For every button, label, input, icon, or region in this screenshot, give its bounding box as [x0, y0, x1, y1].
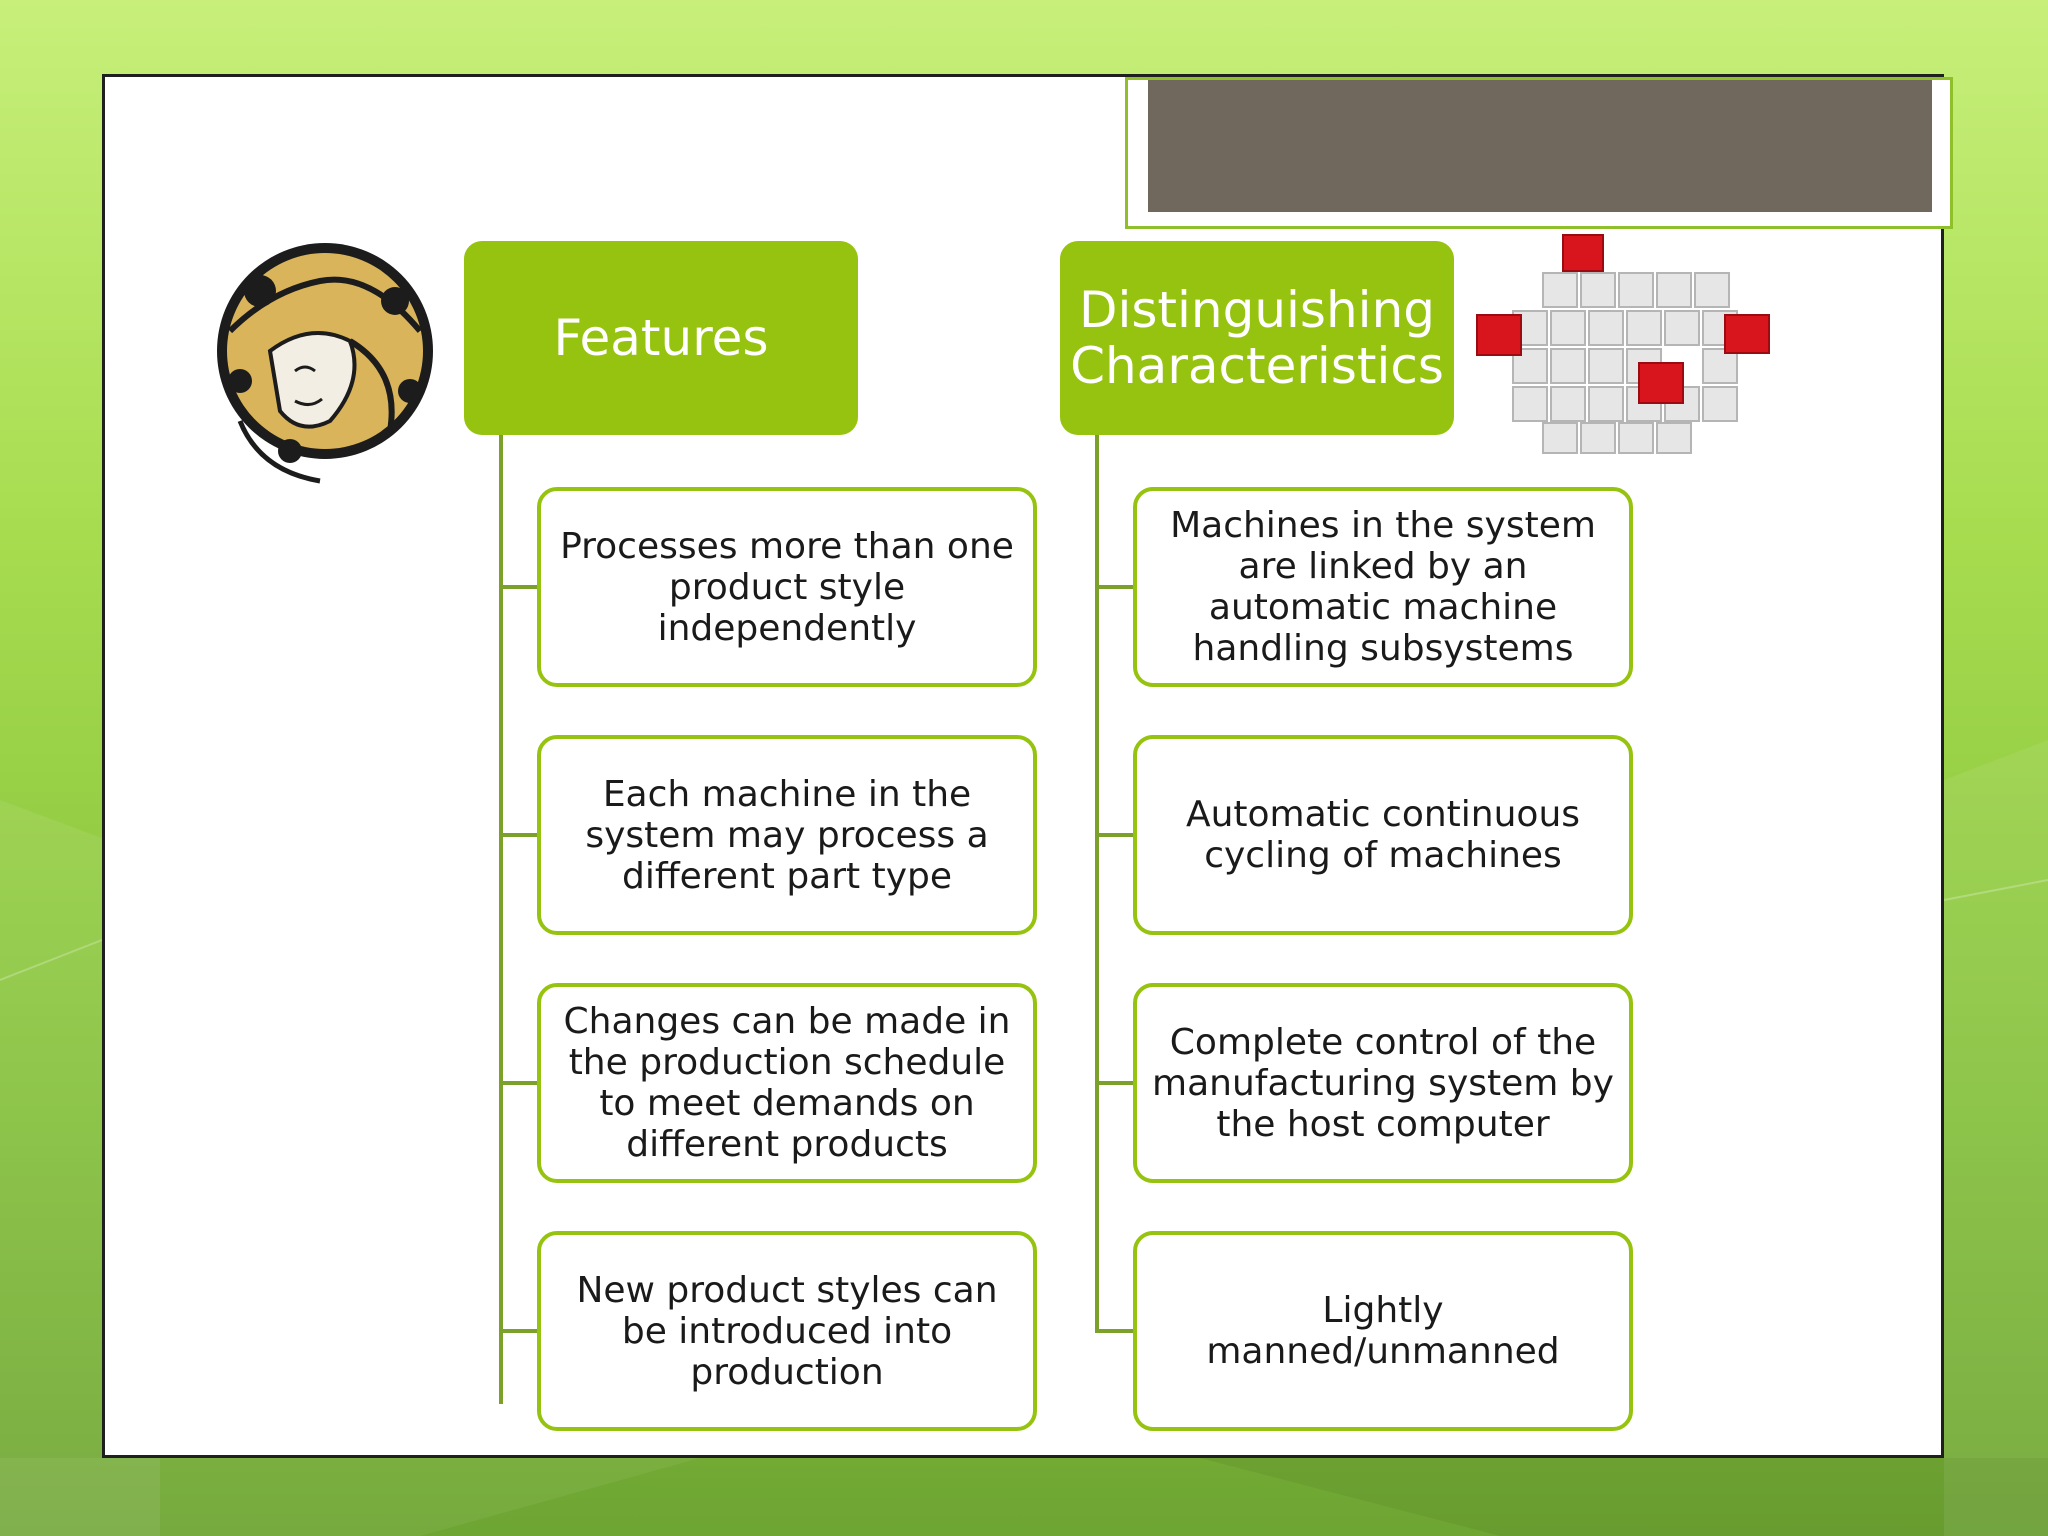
- features-connector-1: [499, 585, 537, 589]
- features-logo-image: [200, 231, 450, 501]
- characteristic-item-text: Machines in the system are linked by an automatic machine handling subsystems: [1170, 505, 1596, 669]
- characteristic-item-text: Complete control of the manufacturing system by the host computer: [1152, 1021, 1614, 1145]
- features-connector-4: [499, 1329, 537, 1333]
- features-connector-3: [499, 1081, 537, 1085]
- slide-panel: [102, 74, 1944, 1458]
- characteristic-item-1: [1133, 487, 1633, 687]
- characteristics-heading-box: [1060, 241, 1454, 435]
- feature-item-text: New product styles can be introduced into production: [576, 1269, 998, 1393]
- title-frame: [1125, 77, 1953, 229]
- characteristics-connector-2: [1095, 833, 1133, 837]
- feature-item-text: Processes more than one product style independently: [560, 525, 1014, 649]
- features-connector-2: [499, 833, 537, 837]
- feature-item-text: Each machine in the system may process a different part type: [585, 773, 989, 897]
- characteristic-item-4: [1133, 1231, 1633, 1431]
- slide-title-bar: [1148, 80, 1932, 212]
- feature-item-4: [537, 1231, 1037, 1431]
- feature-item-3: [537, 983, 1037, 1183]
- feature-item-text: Changes can be made in the production schedule to meet demands on different products: [563, 1001, 1011, 1165]
- characteristic-item-2: [1133, 735, 1633, 935]
- feature-item-1: [537, 487, 1037, 687]
- characteristic-item-text: Automatic continuous cycling of machines: [1185, 794, 1581, 876]
- characteristic-item-text: Lightly manned/unmanned: [1206, 1290, 1560, 1372]
- features-connector-trunk: [499, 435, 503, 1404]
- characteristics-connector-3: [1095, 1081, 1133, 1085]
- characteristics-heading: Distinguishing Characteristics: [1070, 281, 1444, 395]
- cube-blocks-icon: [1473, 233, 1783, 463]
- feature-item-2: [537, 735, 1037, 935]
- features-heading: Features: [553, 309, 769, 367]
- characteristics-connector-1: [1095, 585, 1133, 589]
- characteristics-connector-trunk: [1095, 435, 1099, 1333]
- characteristic-item-3: [1133, 983, 1633, 1183]
- characteristics-connector-4: [1095, 1329, 1133, 1333]
- features-heading-box: [464, 241, 858, 435]
